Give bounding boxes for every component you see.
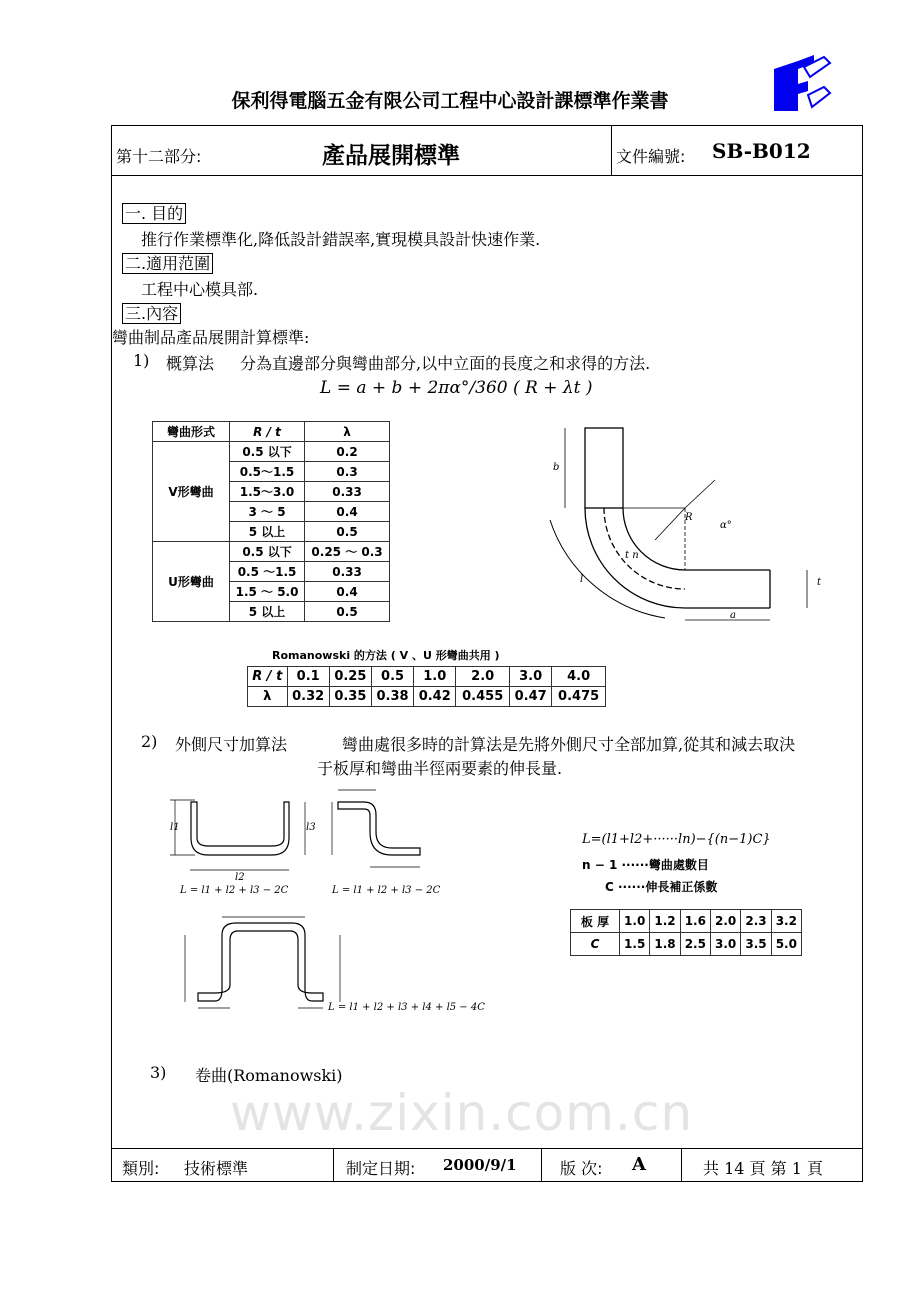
cell: 0.5 [371, 667, 413, 687]
group-cell: U形彎曲 [153, 542, 230, 622]
cell: 0.5 ～1.5 [230, 562, 305, 582]
section-3-intro: 彎曲制品產品展開計算標準: [112, 328, 310, 347]
dim-label: l2 [235, 872, 245, 883]
cell: 0.32 [287, 687, 329, 707]
label-a: a [730, 610, 736, 621]
cell: 0.25 ～ 0.3 [305, 542, 390, 562]
date-label: 制定日期: [346, 1159, 416, 1178]
part-label: 第十二部分: [116, 147, 202, 166]
cell: 0.5 [305, 522, 390, 542]
cell: 1.6 [680, 910, 710, 933]
method-2-number: 2) [141, 732, 158, 751]
row-label: C [571, 933, 620, 956]
cell: 3.0 [710, 933, 740, 956]
method-1-number: 1) [133, 351, 150, 370]
dim-label: l1 [170, 822, 180, 833]
cell: 0.5 [305, 602, 390, 622]
romanowski-caption: Romanowski 的方法 ( V 、U 形彎曲共用 ) [272, 649, 500, 662]
method-3-name: 卷曲(Romanowski) [195, 1066, 343, 1085]
cell: 0.3 [305, 462, 390, 482]
method-2-name: 外側尺寸加算法 [175, 735, 288, 754]
cell: 1.0 [414, 667, 456, 687]
page-count: 共 14 頁 第 1 頁 [703, 1159, 823, 1178]
cell: 0.5 以下 [230, 442, 305, 462]
doc-no-label: 文件編號: [616, 147, 686, 166]
company-title: 保利得電腦五金有限公司工程中心設計課標準作業書 [231, 90, 669, 112]
cell: 0.42 [414, 687, 456, 707]
section-2-title: 二.適用范圍 [122, 253, 213, 274]
outer-formula-3: C ······伸長補正係數 [605, 880, 718, 894]
u-shape-formula: L = l1 + l2 + l3 − 2C [180, 885, 289, 896]
bend-diagram [545, 420, 835, 625]
cell: 2.3 [741, 910, 771, 933]
method-2-desc-2: 于板厚和彎曲半徑兩要素的伸長量. [317, 759, 563, 778]
group-cell: V形彎曲 [153, 442, 230, 542]
method-1-desc: 分為直邊部分與彎曲部分,以中立面的長度之和求得的方法. [240, 354, 651, 373]
header-cell: R / t [230, 422, 305, 442]
section-1-title: 一. 目的 [122, 203, 186, 224]
method-1-formula: L = a + b + 2πα°/360 ( R + λt ) [320, 378, 593, 398]
date-value: 2000/9/1 [443, 1156, 517, 1174]
hat-shape-formula: L = l1 + l2 + l3 + l4 + l5 − 4C [328, 1002, 485, 1013]
doc-no: SB-B012 [712, 139, 811, 163]
company-logo [768, 55, 832, 115]
cell: 1.5 ～ 5.0 [230, 582, 305, 602]
cell: 0.2 [305, 442, 390, 462]
cell: 0.1 [287, 667, 329, 687]
cell: 1.5 [620, 933, 650, 956]
cell: 3 ～ 5 [230, 502, 305, 522]
method-3-number: 3) [150, 1063, 167, 1082]
c-factor-table [570, 909, 802, 956]
romanowski-table [247, 666, 606, 707]
category-label: 類別: [122, 1159, 160, 1178]
label-t: t [817, 577, 822, 588]
cell: 3.2 [771, 910, 801, 933]
cell: 5.0 [771, 933, 801, 956]
cell: 0.475 [552, 687, 606, 707]
cell: 2.0 [710, 910, 740, 933]
lambda-table [152, 421, 390, 622]
cell: 0.5 以下 [230, 542, 305, 562]
row-label: R / t [248, 667, 288, 687]
method-2-desc-1: 彎曲處很多時的計算法是先將外側尺寸全部加算,從其和減去取決 [342, 735, 796, 754]
cell: 2.0 [456, 667, 510, 687]
cell: 0.25 [329, 667, 371, 687]
header-cell: λ [305, 422, 390, 442]
cell: 0.5～1.5 [230, 462, 305, 482]
cell: 1.2 [650, 910, 680, 933]
version-label: 版 次: [560, 1159, 603, 1178]
outer-dimension-shapes [160, 775, 520, 1020]
cell: 0.47 [510, 687, 552, 707]
watermark: www.zixin.com.cn [230, 1084, 694, 1142]
label-tn: t n [625, 550, 639, 561]
section-1-text: 推行作業標準化,降低設計錯誤率,實現模具設計快速作業. [141, 230, 541, 249]
outer-formula-2: n − 1 ······彎曲處數目 [582, 858, 709, 872]
dim-label: l3 [306, 822, 316, 833]
section-3-title: 三.內容 [122, 303, 181, 324]
cell: 1.5～3.0 [230, 482, 305, 502]
cell: 1.8 [650, 933, 680, 956]
label-alpha: α° [720, 520, 732, 531]
cell: 0.33 [305, 482, 390, 502]
cell: 4.0 [552, 667, 606, 687]
row-label: 板 厚 [571, 910, 620, 933]
section-2-text: 工程中心模具部. [141, 280, 259, 299]
method-1-name: 概算法 [166, 354, 215, 373]
category-value: 技術標準 [184, 1159, 249, 1178]
cell: 2.5 [680, 933, 710, 956]
row-label: λ [248, 687, 288, 707]
cell: 3.5 [741, 933, 771, 956]
cell: 5 以上 [230, 602, 305, 622]
label-r: R [685, 512, 693, 523]
cell: 0.4 [305, 502, 390, 522]
label-b: b [553, 462, 560, 473]
cell: 1.0 [620, 910, 650, 933]
outer-formula-1: L=(l1+l2+······ln)−{(n−1)C} [582, 832, 771, 847]
cell: 0.38 [371, 687, 413, 707]
cell: 0.33 [305, 562, 390, 582]
part-title: 產品展開標準 [322, 143, 460, 169]
cell: 0.455 [456, 687, 510, 707]
version-value: A [632, 1154, 646, 1175]
cell: 5 以上 [230, 522, 305, 542]
cell: 0.4 [305, 582, 390, 602]
cell: 3.0 [510, 667, 552, 687]
label-l: l [580, 574, 584, 585]
cell: 0.35 [329, 687, 371, 707]
z-shape-formula: L = l1 + l2 + l3 − 2C [332, 885, 441, 896]
header-cell: 彎曲形式 [153, 422, 230, 442]
